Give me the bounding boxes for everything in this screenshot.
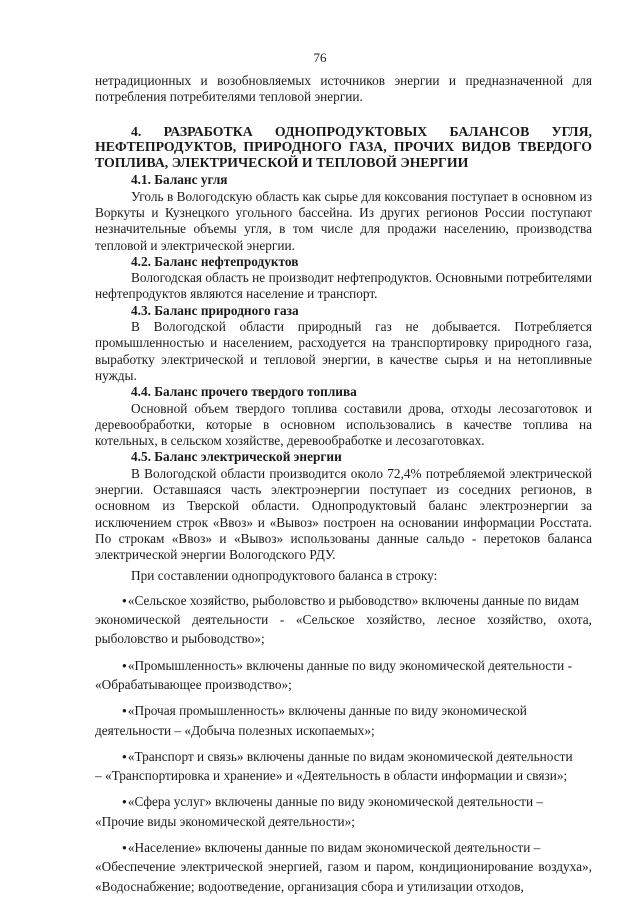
- list-item-text: – «Транспортировка и хранение» и «Деятельность в области информации и связи»;: [95, 768, 568, 784]
- list-item-text: экономической деятельности - «Сельское хозяйство, лесное хозяйство, охота, рыболовство и рыбоводство»;: [95, 612, 592, 647]
- list-item-text: «Сельское хозяйство, рыболовство и рыбоводство» включены данные по видам: [127, 592, 580, 608]
- document-body: [95, 73, 592, 896]
- list-item: [95, 701, 592, 740]
- list-item-text: «Прочая промышленность» включены данные по виду экономической: [127, 703, 527, 719]
- subsection-title: 4.1. Баланс угля: [131, 172, 228, 188]
- bullet-icon: ●: [122, 797, 127, 807]
- page-number: 76: [313, 50, 327, 65]
- list-item: [95, 792, 592, 831]
- subsection-text: Основной объем твердого топлива составили дрова, отходы лесозаготовок и деревообработки, которые в основном использовались в качестве топлива на котельных, в сельском хозяйстве, деревообработке и лесозаготовках.: [95, 400, 592, 449]
- subsection-coal: [95, 172, 592, 253]
- bullet-icon: ●: [122, 595, 127, 605]
- list-item: [95, 656, 592, 695]
- subsection-title: 4.3. Баланс природного газа: [131, 302, 299, 318]
- subsection-title: 4.2. Баланс нефтепродуктов: [131, 253, 299, 269]
- top-paragraph: нетрадиционных и возобновляемых источников энергии и предназначенной для потребления потребителями тепловой энергии.: [95, 73, 592, 105]
- subsection-natural-gas: [95, 303, 592, 384]
- list-item-text: «Обеспечение электрической энергией, газом и паром, кондиционирование воздуха», «Водоснабжение; водоотведение, организация сбора и утилизации отходов,: [95, 859, 592, 894]
- list-item-text: деятельности – «Добыча полезных ископаемых»;: [95, 722, 375, 738]
- bullet-icon: ●: [122, 843, 127, 853]
- list-item-text: «Транспорт и связь» включены данные по видам экономической деятельности: [127, 748, 573, 764]
- bullet-icon: ●: [122, 751, 127, 761]
- list-item-text: «Население» включены данные по видам экономической деятельности –: [127, 840, 541, 856]
- list-item: [95, 838, 592, 896]
- subsection-text: Уголь в Вологодскую область как сырье для коксования поступает в основном из Воркуты и Кузнецкого угольного бассейна. Из других регионов России поступают незначительные объемы угля, в том числе для продажи населению, производства тепловой и электрической энергии.: [95, 188, 592, 253]
- bullet-list: [95, 591, 592, 896]
- list-item-text: «Промышленность» включены данные по виду экономической деятельности -: [127, 657, 573, 673]
- subsection-text: Вологодская область не производит нефтепродуктов. Основными потребителями нефтепродуктов являются население и транспорт.: [95, 270, 592, 302]
- subsection-text: В Вологодской области природный газ не добывается. Потребляется промышленностью и населением, расходуется на транспортировку природного газа, выработку электрической и тепловой энергии, в качестве сырья и на нетопливные нужды.: [95, 319, 592, 383]
- list-item-text: «Прочие виды экономической деятельности»;: [95, 813, 355, 829]
- list-intro: При составлении однопродуктового баланса в строку:: [131, 567, 438, 583]
- subsection-oil-products: [95, 254, 592, 303]
- subsection-text: В Вологодской области производится около 72,4% потребляемой электрической энергии. Оставшаяся часть электроэнергии поступает из соседних регионов, в основном из Тверской области. Однопродуктовый баланс электроэнергии за исключением строк «Ввоз» и «Вывоз» построен на основании информации Росстата. По строкам «Ввоз» и «Вывоз» использованы данные сальдо - перетоков баланса электрической энергии Вологодского РДУ.: [95, 465, 592, 563]
- subsection-solid-fuel: [95, 384, 592, 449]
- section-heading: 4. РАЗРАБОТКА ОДНОПРОДУКТОВЫХ БАЛАНСОВ УГЛЯ, НЕФТЕПРОДУКТОВ, ПРИРОДНОГО ГАЗА, ПРОЧИХ ВИДОВ ТВЕРДОГО ТОПЛИВА, ЭЛЕКТРИЧЕСКОЙ И ТЕПЛОВОЙ ЭНЕРГИИ: [95, 123, 592, 170]
- subsection-title: 4.5. Баланс электрической энергии: [131, 449, 342, 465]
- list-item-text: «Сфера услуг» включены данные по виду экономической деятельности –: [127, 794, 544, 810]
- subsection-electricity: [95, 449, 592, 563]
- bullet-icon: ●: [122, 660, 127, 670]
- bullet-icon: ●: [122, 706, 127, 716]
- list-item: [95, 591, 592, 649]
- list-item: [95, 747, 592, 786]
- subsection-title: 4.4. Баланс прочего твердого топлива: [131, 384, 357, 400]
- list-item-text: «Обрабатывающее производство»;: [95, 676, 292, 692]
